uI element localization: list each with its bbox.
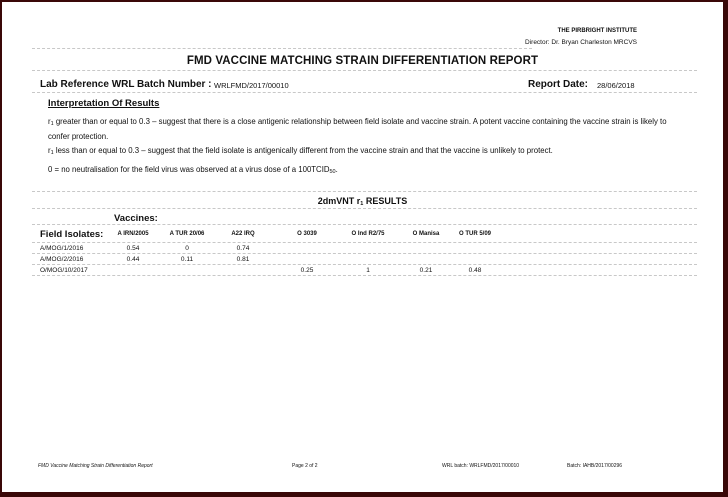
institute-name: THE PIRBRIGHT INSTITUTE [557, 28, 637, 34]
divider [32, 191, 697, 192]
table-cell: 1 [366, 267, 370, 274]
column-header: O Manisa [412, 231, 440, 237]
divider [32, 275, 697, 276]
table-cell: 0 [185, 245, 189, 252]
table-cell: 0.81 [236, 256, 250, 263]
tcid-subscript: 50 [329, 169, 336, 175]
divider [32, 224, 697, 225]
column-header: O 3039 [297, 231, 317, 237]
results-heading [2, 196, 723, 207]
vaccines-label: Vaccines: [114, 213, 158, 224]
r-subscript: 1 [50, 150, 54, 156]
director-name: Director: Dr. Bryan Charleston MRCVS [525, 39, 637, 46]
lab-reference-value: WRLFMD/2017/00010 [214, 81, 289, 90]
report-date-label: Report Date: [528, 79, 589, 90]
table-cell: 0.74 [236, 245, 250, 252]
footer-report-name: FMD Vaccine Matching Strain Differentiation Report [38, 463, 153, 469]
divider [32, 208, 697, 209]
interpretation-paragraph-1 [48, 116, 688, 142]
report-date-value: 28/06/2018 [597, 81, 635, 90]
lab-reference-label: Lab Reference WRL Batch Number : [40, 79, 212, 90]
divider [32, 253, 697, 254]
footer-batch: Batch: IAHB/2017/00296 [567, 463, 623, 469]
results-heading-post: RESULTS [363, 196, 408, 206]
paragraph-text: less than or equal to 0.3 – suggest that the field isolate is antigenically different from the vaccine strain and that the vaccine is unlikely to protect. [53, 146, 553, 155]
table-cell: 0.44 [126, 256, 140, 263]
paragraph-text: greater than or equal to 0.3 – suggest that there is a close antigenic relationship between field isolate and vaccine strain. A potent vaccine containing the vaccine strain is likely to confer protection. [48, 117, 667, 141]
column-header: A TUR 20/06 [169, 231, 205, 237]
report-page [2, 2, 723, 492]
divider [32, 264, 697, 265]
table-cell: 0.21 [419, 267, 433, 274]
table-cell: 0.48 [468, 267, 482, 274]
column-header: A22 IRQ [231, 231, 255, 237]
field-isolates-label: Field Isolates: [40, 229, 104, 240]
results-heading-pre: 2dmVNT r [317, 196, 361, 206]
divider [32, 242, 697, 243]
divider [32, 92, 697, 93]
footer-page-number: Page 2 of 2 [292, 463, 318, 469]
interpretation-paragraph-3 [48, 164, 688, 179]
table-cell: 0.54 [126, 245, 140, 252]
report-title: FMD VACCINE MATCHING STRAIN DIFFERENTIATION REPORT [186, 55, 539, 67]
divider [32, 48, 532, 49]
column-header: O TUR 5/09 [458, 231, 491, 237]
interpretation-paragraph-2 [48, 145, 688, 160]
divider [32, 70, 697, 71]
row-isolate-label: O/MOG/10/2017 [40, 267, 88, 274]
table-cell: 0.11 [180, 256, 194, 263]
r-subscript: 1 [50, 121, 54, 127]
footer-wrl-batch: WRL batch: WRLFMD/2017/00010 [442, 463, 520, 469]
interpretation-heading: Interpretation Of Results [48, 98, 160, 109]
column-header: A IRN/2005 [117, 231, 149, 237]
results-heading-sub: 1 [360, 201, 364, 207]
r-symbol: r [48, 117, 51, 126]
column-header: O Ind R2/75 [351, 231, 385, 237]
r-symbol: r [48, 146, 51, 155]
table-cell: 0.25 [300, 267, 314, 274]
row-isolate-label: A/MOG/2/2016 [40, 256, 84, 263]
paragraph-text: 0 = no neutralisation for the field virus was observed at a virus dose of a 100TCID [48, 165, 330, 174]
paragraph-end: . [335, 165, 338, 174]
row-isolate-label: A/MOG/1/2016 [40, 245, 84, 252]
